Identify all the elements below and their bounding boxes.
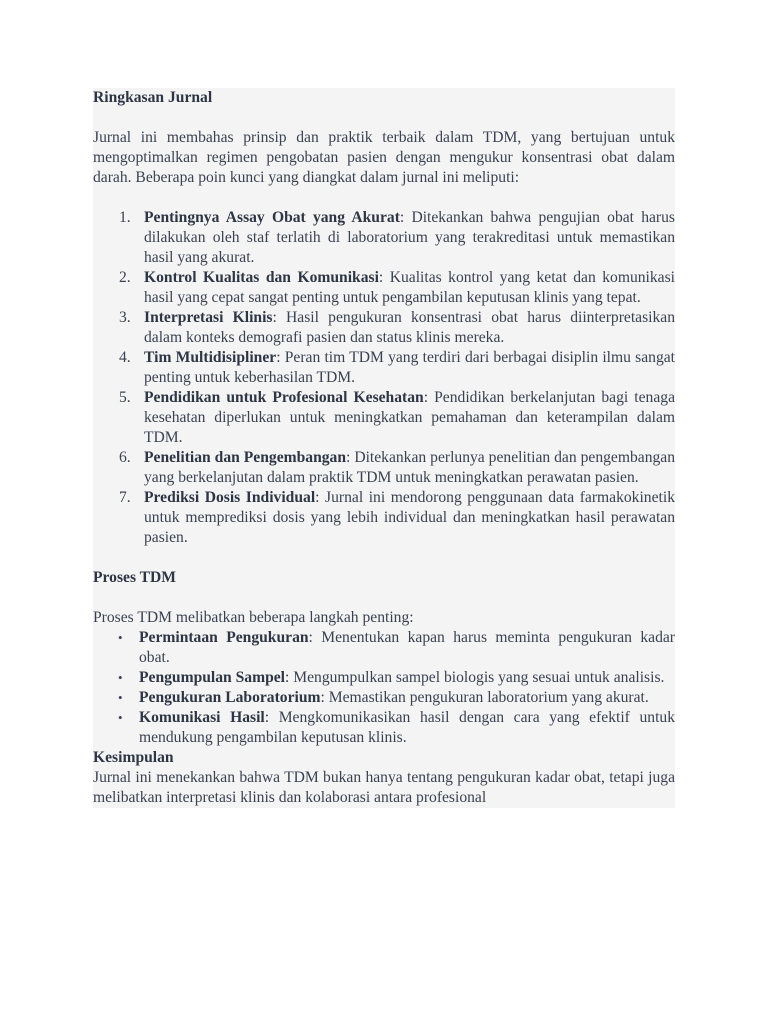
item-title: Penelitian dan Pengembangan bbox=[144, 449, 347, 466]
item-title: Permintaan Pengukuran bbox=[139, 629, 309, 646]
item-title: Pentingnya Assay Obat yang Akurat bbox=[144, 209, 400, 226]
section-heading-kesimpulan: Kesimpulan bbox=[93, 749, 174, 766]
item-text: : Mengumpulkan sampel biologis yang sesuai untuk analisis. bbox=[285, 669, 665, 686]
bullet-icon: • bbox=[118, 670, 123, 685]
list-number: 5. bbox=[119, 389, 131, 406]
list-number: 7. bbox=[119, 489, 131, 506]
list-item bbox=[93, 628, 675, 668]
item-title: Tim Multidisipliner bbox=[144, 349, 277, 366]
item-title: Kontrol Kualitas dan Komunikasi bbox=[144, 269, 379, 286]
list-item bbox=[93, 208, 675, 268]
bullet-icon: • bbox=[118, 630, 123, 645]
item-text: : Kualitas kontrol yang ketat dan komunikasi hasil yang cepat sangat penting untuk pengambilan keputusan klinis yang tepat. bbox=[144, 269, 676, 306]
list-item bbox=[93, 348, 675, 388]
item-text: : Jurnal ini mendorong penggunaan data farmakokinetik untuk memprediksi dosis yang lebih individual dan meningkatkan hasil perawatan pasien. bbox=[144, 489, 675, 546]
kesimpulan-text: Jurnal ini menekankan bahwa TDM bukan hanya tentang pengukuran kadar obat, tetapi juga melibatkan interpretasi klinis dan kolaborasi antara profesional bbox=[93, 769, 675, 806]
proses-intro: Proses TDM melibatkan beberapa langkah penting: bbox=[93, 609, 414, 626]
list-item bbox=[93, 688, 675, 708]
item-title: Pengukuran Laboratorium bbox=[139, 689, 321, 706]
item-title: Pendidikan untuk Profesional Kesehatan bbox=[144, 389, 424, 406]
process-steps-list bbox=[93, 628, 675, 748]
list-item bbox=[93, 308, 675, 348]
item-text: : Menentukan kapan harus meminta pengukuran kadar obat. bbox=[139, 629, 676, 666]
list-item bbox=[93, 448, 675, 488]
item-text: : Pendidikan berkelanjutan bagi tenaga kesehatan diperlukan untuk meningkatkan pemahaman dan keterampilan dalam TDM. bbox=[144, 389, 675, 446]
list-item bbox=[93, 488, 675, 548]
item-title: Interpretasi Klinis bbox=[144, 309, 273, 326]
section-heading-proses: Proses TDM bbox=[93, 569, 177, 586]
item-title: Prediksi Dosis Individual bbox=[144, 489, 316, 506]
list-number: 3. bbox=[119, 309, 131, 326]
item-text: : Memastikan pengukuran laboratorium yang akurat. bbox=[320, 689, 649, 706]
item-title: Pengumpulan Sampel bbox=[139, 669, 286, 686]
item-text: : Ditekankan bahwa pengujian obat harus dilakukan oleh staf terlatih di laboratorium yang terakreditasi untuk memastikan hasil yang akurat. bbox=[144, 209, 675, 266]
list-number: 6. bbox=[119, 449, 131, 466]
list-number: 1. bbox=[119, 209, 131, 226]
section-ringkasan bbox=[93, 88, 675, 808]
item-title: Komunikasi Hasil bbox=[139, 709, 265, 726]
item-text: : Peran tim TDM yang terdiri dari berbagai disiplin ilmu sangat penting untuk keberhasilan TDM. bbox=[144, 349, 675, 386]
bullet-icon: • bbox=[118, 710, 123, 725]
item-text: : Mengkomunikasikan hasil dengan cara yang efektif untuk mendukung pengambilan keputusan klinis. bbox=[139, 709, 675, 746]
list-item bbox=[93, 268, 675, 308]
section-heading-ringkasan: Ringkasan Jurnal bbox=[93, 89, 213, 106]
list-number: 2. bbox=[119, 269, 131, 286]
key-points-list bbox=[93, 208, 675, 548]
list-item bbox=[93, 388, 675, 448]
document-body bbox=[93, 88, 675, 808]
list-item bbox=[93, 668, 675, 688]
bullet-icon: • bbox=[118, 690, 123, 705]
list-number: 4. bbox=[119, 349, 131, 366]
list-item bbox=[93, 708, 675, 748]
item-text: : Ditekankan perlunya penelitian dan pengembangan yang berkelanjutan dalam praktik TDM untuk meningkatkan perawatan pasien. bbox=[144, 449, 675, 486]
item-text: : Hasil pengukuran konsentrasi obat harus diinterpretasikan dalam konteks demografi pasien dan status klinis mereka. bbox=[144, 309, 676, 346]
ringkasan-intro: Jurnal ini membahas prinsip dan praktik terbaik dalam TDM, yang bertujuan untuk mengoptimalkan regimen pengobatan pasien dengan mengukur konsentrasi obat dalam darah. Beberapa poin kunci yang diangkat dalam jurnal ini meliputi: bbox=[93, 129, 675, 186]
